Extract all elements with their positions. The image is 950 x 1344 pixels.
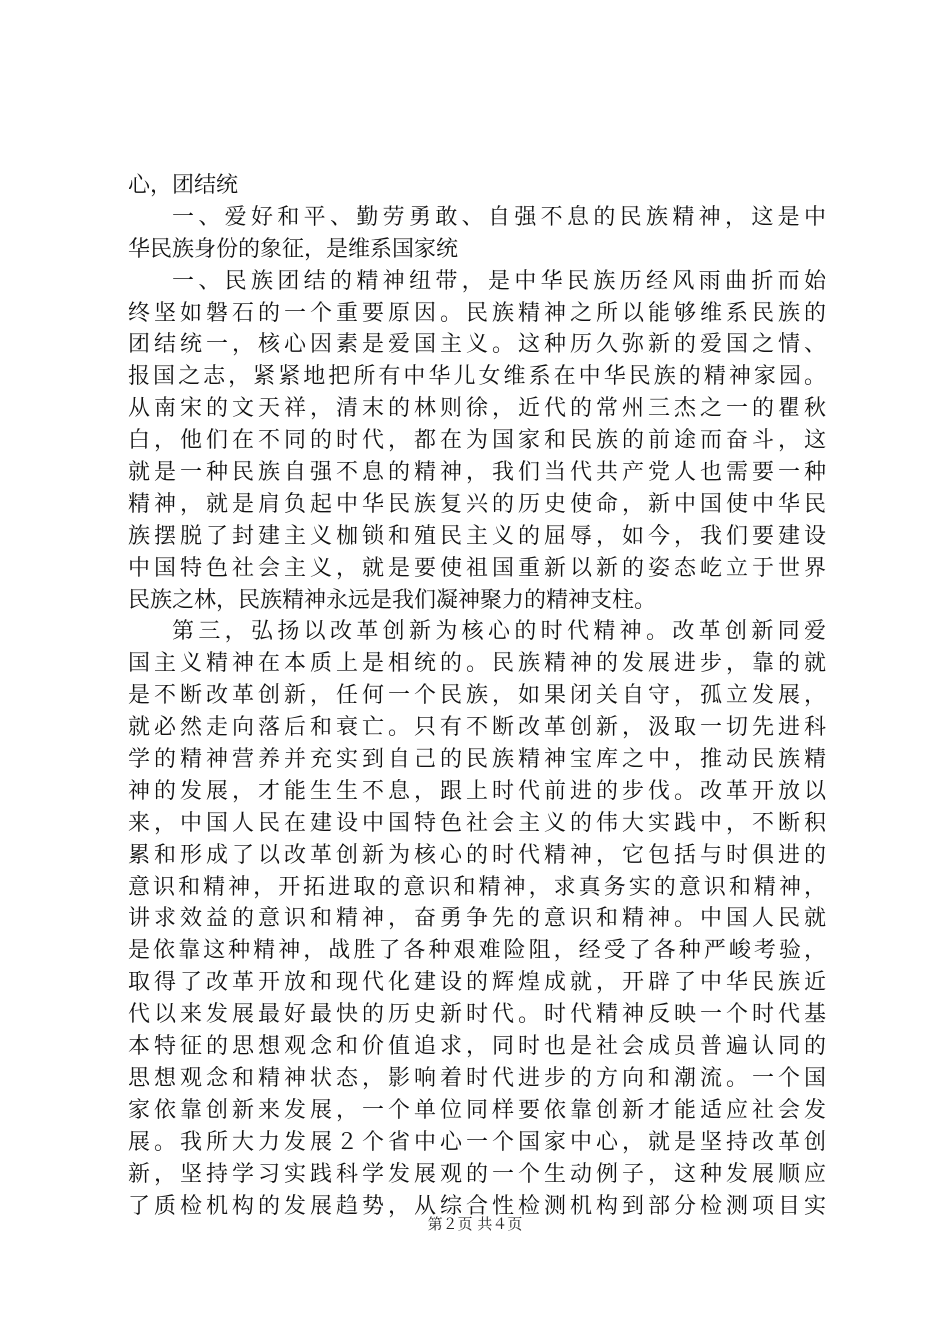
text-line: 终坚如磐石的一个重要原因。民族精神之所以能够维系民族的 (128, 300, 826, 326)
text-line: 精神，就是肩负起中华民族复兴的历史使命，新中国使中华民 (128, 491, 826, 517)
text-line: 取得了改革开放和现代化建设的辉煌成就，开辟了中华民族近 (128, 970, 826, 996)
text-line: 来，中国人民在建设中国特色社会主义的伟大实践中，不断积 (128, 810, 826, 836)
text-line: 就是一种民族自强不息的精神，我们当代共产党人也需要一种 (128, 460, 826, 486)
text-line: 新，坚持学习实践科学发展观的一个生动例子，这种发展顺应 (128, 1161, 826, 1187)
text-line: 家依靠创新来发展，一个单位同样要依靠创新才能适应社会发 (128, 1097, 826, 1123)
text-line: 一、爱好和平、勤劳勇敢、自强不息的民族精神，这是中 (172, 204, 826, 230)
text-line: 一、民族团结的精神纽带，是中华民族历经风雨曲折而始 (172, 268, 826, 294)
text-line: 本特征的思想观念和价值追求，同时也是社会成员普遍认同的 (128, 1034, 826, 1060)
text-line: 从南宋的文天祥，清末的林则徐，近代的常州三杰之一的瞿秋 (128, 396, 826, 422)
text-line: 讲求效益的意识和精神，奋勇争先的意识和精神。中国人民就 (128, 906, 826, 932)
text-line: 是依靠这种精神，战胜了各种艰难险阻，经受了各种严峻考验， (128, 938, 826, 964)
document-body (128, 170, 826, 1222)
text-line: 就必然走向落后和衰亡。只有不断改革创新，汲取一切先进科 (128, 715, 826, 741)
text-line: 神的发展，才能生生不息，跟上时代前进的步伐。改革开放以 (128, 778, 826, 804)
text-line: 民族之林，民族精神永远是我们凝神聚力的精神支柱。 (128, 587, 657, 613)
text-line: 华民族身份的象征，是维系国家统 (128, 236, 459, 262)
text-line: 了质检机构的发展趋势，从综合性检测机构到部分检测项目实 (128, 1193, 826, 1219)
text-line: 中国特色社会主义，就是要使祖国重新以新的姿态屹立于世界 (128, 555, 826, 581)
text-line: 白，他们在不同的时代，都在为国家和民族的前途而奋斗，这 (128, 428, 826, 454)
text-line: 族摆脱了封建主义枷锁和殖民主义的屈辱，如今，我们要建设 (128, 523, 826, 549)
text-line: 展。我所大力发展２个省中心一个国家中心，就是坚持改革创 (128, 1129, 826, 1155)
page-footer: 第２页 共４页 (427, 1215, 523, 1233)
text-line: 心，团结统 (128, 173, 239, 198)
text-line: 国主义精神在本质上是相统的。民族精神的发展进步，靠的就 (128, 651, 826, 677)
text-line: 报国之志，紧紧地把所有中华儿女维系在中华民族的精神家园。 (128, 364, 826, 390)
text-line: 思想观念和精神状态，影响着时代进步的方向和潮流。一个国 (128, 1065, 826, 1091)
text-line: 是不断改革创新，任何一个民族，如果闭关自守，孤立发展， (128, 683, 826, 709)
text-line: 第三，弘扬以改革创新为核心的时代精神。改革创新同爱 (172, 619, 826, 645)
text-line: 意识和精神，开拓进取的意识和精神，求真务实的意识和精神， (128, 874, 826, 900)
text-line: 团结统一，核心因素是爱国主义。这种历久弥新的爱国之情、 (128, 332, 826, 358)
text-line: 代以来发展最好最快的历史新时代。时代精神反映一个时代基 (128, 1002, 826, 1028)
text-line: 学的精神营养并充实到自己的民族精神宝库之中，推动民族精 (128, 747, 826, 773)
text-line: 累和形成了以改革创新为核心的时代精神，它包括与时俱进的 (128, 842, 826, 868)
